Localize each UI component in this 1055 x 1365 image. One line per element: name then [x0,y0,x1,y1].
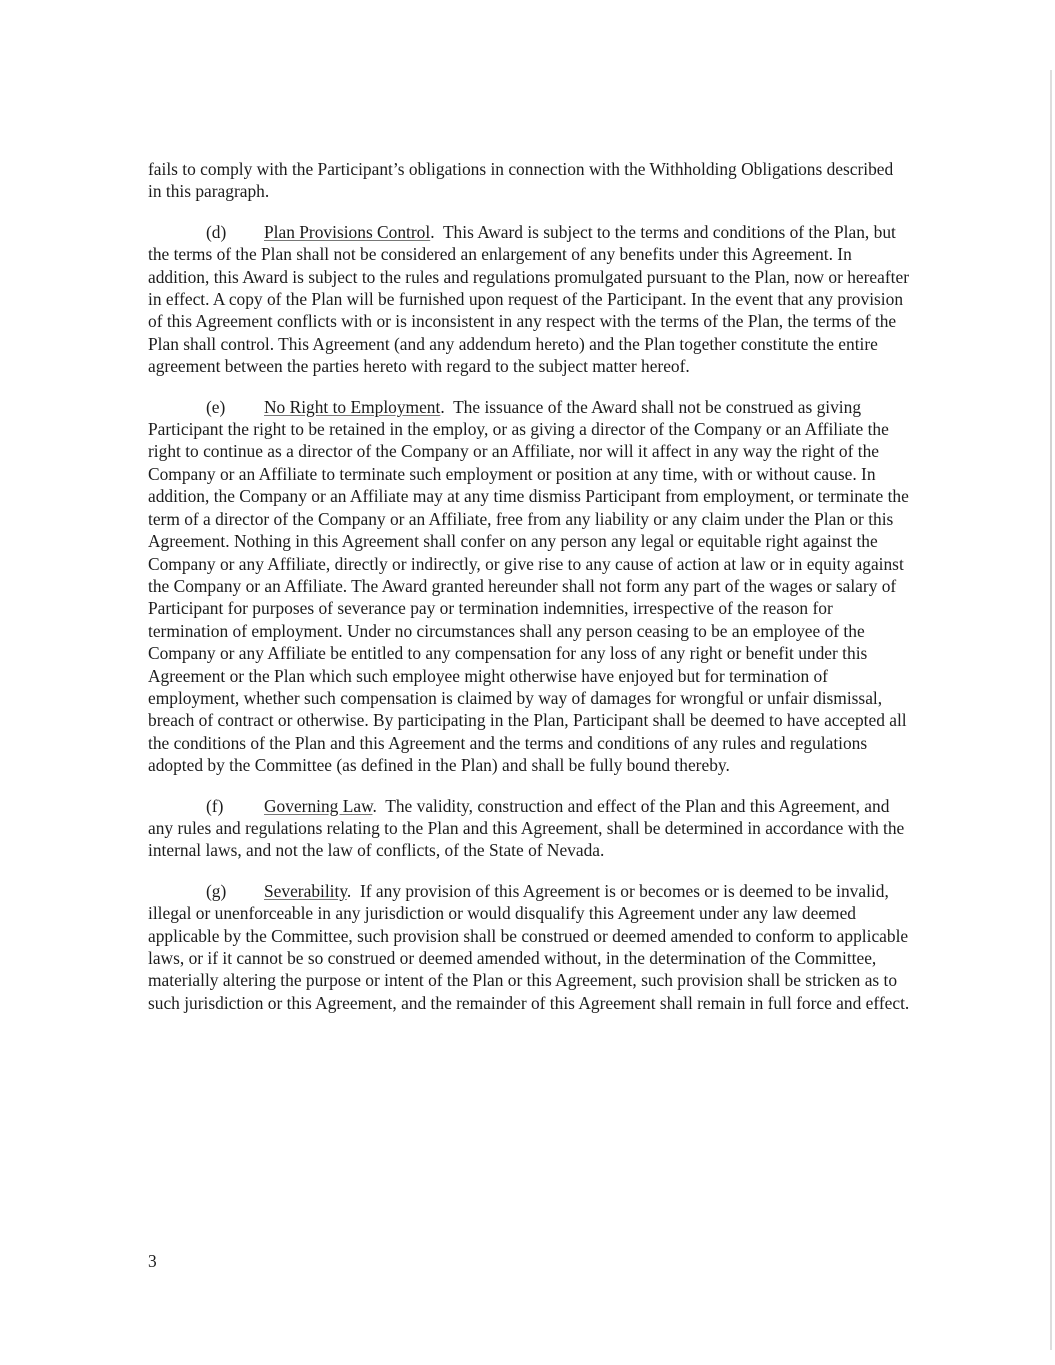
section-g: (g) Severability. If any provision of this Agreement is or becomes or is deemed to be invalid, illegal or unenforceable in any jurisdiction or would disqualify this Agreement under any law deemed applicable by the Committee, such provision shall be construed or deemed amended to conform to applicable laws, or if it cannot be so construed or deemed amended without, in the determination of the Committee, materially altering the purpose or intent of the Plan or this Agreement, such provision shall be stricken as to such jurisdiction or this Agreement, and the remainder of this Agreement shall remain in full force and effect. [148,880,910,1013]
section-body: The validity, construction and effect of the Plan and this Agreement, and any rules and regulations relating to the Plan and this Agreement, shall be determined in accordance with the internal laws, and not the law of conflicts, of the State of Nevada. [148,795,905,861]
section-heading: No Right to Employment [264,396,441,417]
section-number: (f) [206,795,224,816]
document-body [148,158,910,1032]
section-f: (f) Governing Law. The validity, construction and effect of the Plan and this Agreement, and any rules and regulations relating to the Plan and this Agreement, shall be determined in accordance with the internal laws, and not the law of conflicts, of the State of Nevada. [148,795,905,861]
section-heading: Plan Provisions Control [264,221,431,242]
section-heading: Severability [264,880,347,901]
section-number: (d) [206,221,227,242]
page-number: 3 [148,1251,157,1271]
continuation-paragraph [148,158,910,203]
section-body: If any provision of this Agreement is or becomes or is deemed to be invalid, illegal or unenforceable in any jurisdiction or would disqualify this Agreement under any law deemed applicable by the Committee, such provision shall be construed or deemed amended to conform to applicable laws, or if it cannot be so construed or deemed amended without, in the determination of the Committee, materially altering the purpose or intent of the Plan or this Agreement, such provision shall be stricken as to such jurisdiction or this Agreement, and the remainder of this Agreement shall remain in full force and effect. [148,880,910,1013]
section-number: (g) [206,880,227,901]
section-body: The issuance of the Award shall not be construed as giving Participant the right to be retained in the employ, or as giving a director of the Company or an Affiliate the right to continue as a director of the Company or an Affiliate, nor will it affect in any way the right of the Company or an Affiliate to terminate such employment or position at any time, with or without cause. In addition, the Company or an Affiliate may at any time dismiss Participant from employment, or terminate the term of a director of the Company or an Affiliate, free from any liability or any claim under the Plan or this Agreement. Nothing in this Agreement shall confer on any person any legal or equitable right against the Company or any Affiliate, directly or indirectly, or give rise to any cause of action at law or in equity against the Company or an Affiliate. The Award granted hereunder shall not form any part of the wages or salary of Participant for purposes of severance pay or termination indemnities, irrespective of the reason for termination of employment. Under no circumstances shall any person ceasing to be an employee of the Company or any Affiliate be entitled to any compensation for any loss of any right or benefit under this Agreement or the Plan which such employee might otherwise have enjoyed but for termination of employment, whether such compensation is claimed by way of damages for wrongful or unfair dismissal, breach of contract or otherwise. By participating in the Plan, Participant shall be deemed to have accepted all the conditions of the Plan and this Agreement and the terms and conditions of any rules and regulations adopted by the Committee (as defined in the Plan) and shall be fully bound thereby. [148,396,909,776]
section-d: (d) Plan Provisions Control. This Award is subject to the terms and conditions of the Plan, but the terms of the Plan shall not be considered an enlargement of any benefits under this Agreement. In addition, this Award is subject to the rules and regulations promulgated pursuant to the Plan, now or hereafter in effect. A copy of the Plan will be furnished upon request of the Participant. In the event that any provision of this Agreement conflicts with or is inconsistent in any respect with the terms of the Plan, the terms of the Plan shall control. This Agreement (and any addendum hereto) and the Plan together constitute the entire agreement between the parties hereto with regard to the subject matter hereof. [148,221,910,377]
scan-edge-shadow [1050,70,1052,1350]
section-e: (e) No Right to Employment. The issuance of the Award shall not be construed as giving Participant the right to be retained in the employ, or as giving a director of the Company or an Affiliate the right to continue as a director of the Company or an Affiliate, nor will it affect in any way the right of the Company or an Affiliate to terminate such employment or position at any time, with or without cause. In addition, the Company or an Affiliate may at any time dismiss Participant from employment, or terminate the term of a director of the Company or an Affiliate, free from any liability or any claim under the Plan or this Agreement. Nothing in this Agreement shall confer on any person any legal or equitable right against the Company or any Affiliate, directly or indirectly, or give rise to any cause of action at law or in equity against the Company or an Affiliate. The Award granted hereunder shall not form any part of the wages or salary of Participant for purposes of severance pay or termination indemnities, irrespective of the reason for termination of employment. Under no circumstances shall any person ceasing to be an employee of the Company or any Affiliate be entitled to any compensation for any loss of any right or benefit under this Agreement or the Plan which such employee might otherwise have enjoyed but for termination of employment, whether such compensation is claimed by way of damages for wrongful or unfair dismissal, breach of contract or otherwise. By participating in the Plan, Participant shall be deemed to have accepted all the conditions of the Plan and this Agreement and the terms and conditions of any rules and regulations adopted by the Committee (as defined in the Plan) and shall be fully bound thereby. [148,396,909,776]
section-number: (e) [206,396,226,417]
section-body: This Award is subject to the terms and conditions of the Plan, but the terms of the Plan shall not be considered an enlargement of any benefits under this Agreement. In addition, this Award is subject to the rules and regulations promulgated pursuant to the Plan, now or hereafter in effect. A copy of the Plan will be furnished upon request of the Participant. In the event that any provision of this Agreement conflicts with or is inconsistent in any respect with the terms of the Plan, the terms of the Plan shall control. This Agreement (and any addendum hereto) and the Plan together constitute the entire agreement between the parties hereto with regard to the subject matter hereof. [148,221,910,377]
continuation-text: fails to comply with the Participant’s obligations in connection with the Withholding Obligations described in this paragraph. [148,159,894,202]
section-heading: Governing Law [264,795,373,816]
